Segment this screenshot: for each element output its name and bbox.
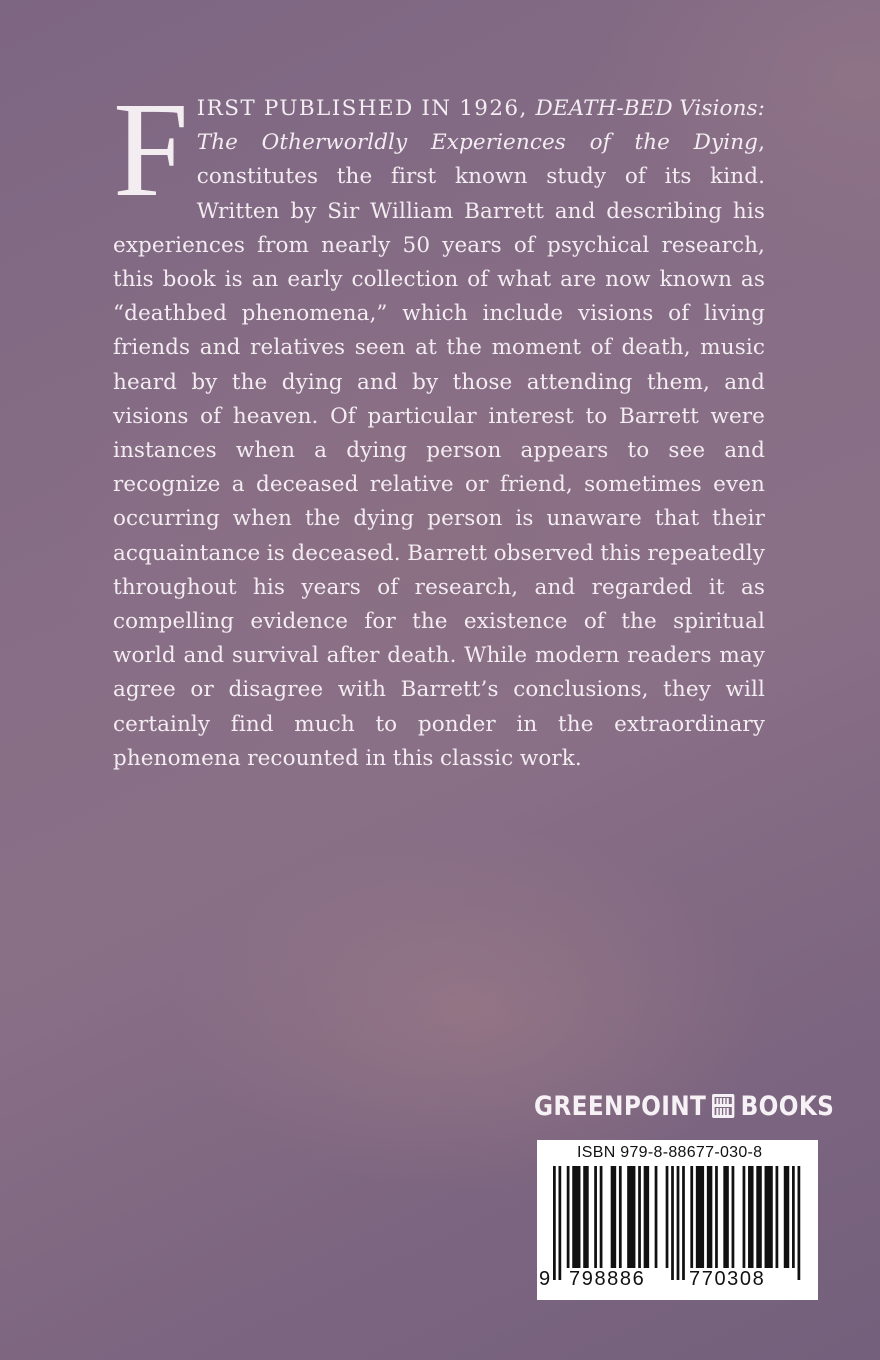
barcode-bar (558, 1166, 561, 1280)
blurb-paragraph (113, 75, 765, 776)
barcode-bar (784, 1166, 789, 1268)
barcode-bar (792, 1166, 795, 1268)
bookshelf-icon (711, 1093, 735, 1119)
barcode-bar (594, 1166, 597, 1268)
barcode-bar (748, 1166, 753, 1268)
barcode-bar (756, 1166, 761, 1268)
barcode-bar (572, 1166, 580, 1268)
barcode-bar (765, 1166, 773, 1268)
barcode-bar (798, 1166, 801, 1280)
blurb-body: , constitutes the first known study of its kind. Written by Sir William Barrett and describing his experiences from nearly 50 years of psychical research, this book is an early collection of what are now known as “deathbed phenomena,” which include visions of living friends and relatives seen at the moment of death, music heard by the dying and by those attending them, and visions of heaven. Of particular interest to Barrett were instances when a dying person appears to see and recognize a deceased relative or friend, sometimes even occurring when the dying person is unaware that their acquaintance is deceased. Barrett observed this repeatedly throughout his years of research, and regarded it as compelling evidence for the existence of the spiritual world and survival after death. While modern readers may agree or disagree with Barrett’s conclusions, they will certainly find much to ponder in the extraordinary phenomena recounted in this classic work. (113, 130, 765, 771)
barcode-bar (655, 1166, 658, 1268)
barcode-digits-right: 770308 (689, 1268, 766, 1290)
barcode-bars (553, 1166, 803, 1280)
publisher-logo (534, 1088, 834, 1124)
isbn-barcode (537, 1140, 818, 1300)
barcode-bar (583, 1166, 588, 1268)
barcode-bar (715, 1166, 718, 1268)
isbn-label: ISBN 979-8-88677-030-8 (577, 1144, 763, 1161)
barcode-bar (627, 1166, 635, 1268)
barcode-bar (644, 1166, 649, 1268)
blurb-lead-caps: IRST PUBLISHED IN 1926, (196, 96, 536, 121)
barcode-bar (707, 1166, 712, 1268)
barcode-bar (666, 1166, 669, 1268)
barcode-digits (537, 1268, 818, 1298)
barcode-bar (619, 1166, 622, 1268)
barcode-bar (671, 1166, 674, 1280)
barcode-bar (732, 1166, 735, 1268)
barcode-bar (696, 1166, 704, 1268)
barcode-digits-left: 798886 (569, 1268, 646, 1290)
barcode-digit-lead: 9 (539, 1268, 551, 1290)
book-title-italic: DEATH-BED Visions: The Otherworldly Experiences of the Dying (196, 96, 765, 156)
barcode-bar (611, 1166, 616, 1268)
barcode-bar (723, 1166, 728, 1268)
barcode-bar (600, 1166, 603, 1268)
barcode-bar (638, 1166, 641, 1268)
barcode-bar (690, 1166, 693, 1268)
barcode-bar (567, 1166, 570, 1268)
barcode-bar (553, 1166, 556, 1280)
barcode-bar (743, 1166, 746, 1268)
publisher-name-right: BOOKS (740, 1090, 835, 1122)
publisher-name-left: GREENPOINT (534, 1090, 707, 1122)
barcode-bar (677, 1166, 680, 1280)
barcode-bar (682, 1166, 685, 1280)
drop-cap-letter: F (113, 75, 189, 225)
barcode-bar (776, 1166, 779, 1268)
